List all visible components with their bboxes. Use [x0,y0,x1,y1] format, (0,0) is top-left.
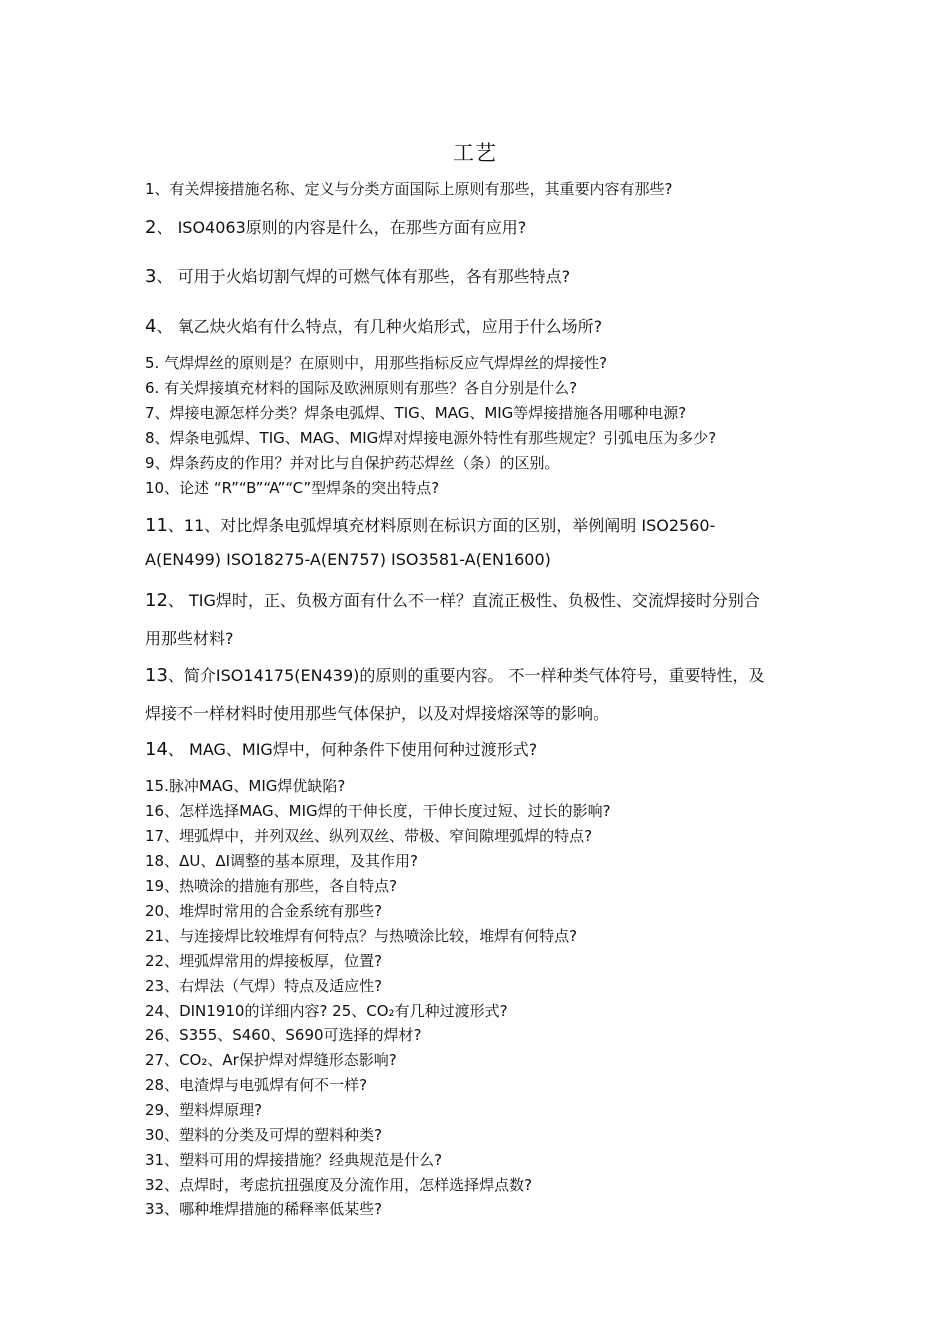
question-number: 4 [145,316,157,337]
question-28: 28、电渣焊与电弧焊有何不一样? [145,1076,368,1094]
question-3: 3、 可用于火焰切割气焊的可燃气体有那些，各有那些特点? [145,266,571,287]
question-1: 1、有关焊接措施名称、定义与分类方面国际上原则有那些，其重要内容有那些? [145,180,673,198]
question-11: 11、11、对比焊条电弧焊填充材料原则在标识方面的区别，举例阐明 ISO2560- [145,515,716,536]
question-30: 30、塑料的分类及可焊的塑料种类? [145,1126,383,1144]
question-22: 22、埋弧焊常用的焊接板厚，位置? [145,952,383,970]
question-number: 13 [145,665,168,686]
question-31: 31、塑料可用的焊接措施？经典规范是什么? [145,1151,443,1169]
question-10: 10、论述 “R”“B”“A”“C”型焊条的突出特点? [145,479,440,497]
question-5: 5. 气焊焊丝的原则是？在原则中，用那些指标反应气焊焊丝的焊接性? [145,354,608,372]
question-20: 20、堆焊时常用的合金系统有那些? [145,902,383,920]
question-29: 29、塑料焊原理? [145,1101,263,1119]
question-19: 19、热喷涂的措施有那些，各自特点? [145,877,398,895]
question-15: 15.脉冲MAG、MIG焊优缺陷? [145,777,346,795]
question-24-25: 24、DIN1910的详细内容? 25、CO₂有几种过渡形式? [145,1002,508,1020]
question-13: 13、简介ISO14175(EN439)的原则的重要内容。 不一样种类气体符号，重要特性，及 [145,665,765,686]
question-16: 16、怎样选择MAG、MIG焊的干伸长度，干伸长度过短、过长的影响? [145,802,611,820]
question-number: 2 [145,217,157,238]
question-23: 23、右焊法（气焊）特点及适应性? [145,977,383,995]
question-12: 12、 TIG焊时，正、负极方面有什么不一样？直流正极性、负极性、交流焊接时分别合 [145,590,760,611]
question-2: 2、 ISO4063原则的内容是什么，在那些方面有应用? [145,217,527,238]
question-12-continued: 用那些材料? [145,629,234,648]
page-title: 工艺 [453,141,497,165]
question-number: 11 [145,515,168,536]
question-33: 33、哪种堆焊措施的稀释率低某些? [145,1200,383,1218]
question-8: 8、焊条电弧焊、TIG、MAG、MIG焊对焊接电源外特性有那些规定？引弧电压为多少? [145,429,717,447]
question-11-continued: A(EN499) ISO18275-A(EN757) ISO3581-A(EN1600) [145,550,551,569]
question-14: 14、 MAG、MIG焊中，何种条件下使用何种过渡形式? [145,739,538,760]
question-number: 3 [145,266,157,287]
question-number: 14 [145,739,168,760]
question-17: 17、埋弧焊中，并列双丝、纵列双丝、带极、窄间隙埋弧焊的特点? [145,827,593,845]
question-26: 26、S355、S460、S690可选择的焊材? [145,1026,422,1044]
question-27: 27、CO₂、Ar保护焊对焊缝形态影响? [145,1051,397,1069]
question-18: 18、ΔU、ΔI调整的基本原理，及其作用? [145,852,418,870]
question-21: 21、与连接焊比较堆焊有何特点？与热喷涂比较，堆焊有何特点? [145,927,578,945]
question-13-continued: 焊接不一样材料时使用那些气体保护，以及对焊接熔深等的影响。 [145,704,610,723]
question-6: 6. 有关焊接填充材料的国际及欧洲原则有那些？各自分别是什么? [145,379,578,397]
question-number: 12 [145,590,168,611]
question-32: 32、点焊时，考虑抗扭强度及分流作用，怎样选择焊点数? [145,1176,533,1194]
question-7: 7、焊接电源怎样分类？焊条电弧焊、TIG、MAG、MIG等焊接措施各用哪种电源? [145,404,687,422]
question-9: 9、焊条药皮的作用？并对比与自保护药芯焊丝（条）的区别。 [145,454,560,472]
question-4: 4、 氧乙炔火焰有什么特点，有几种火焰形式，应用于什么场所? [145,316,603,337]
